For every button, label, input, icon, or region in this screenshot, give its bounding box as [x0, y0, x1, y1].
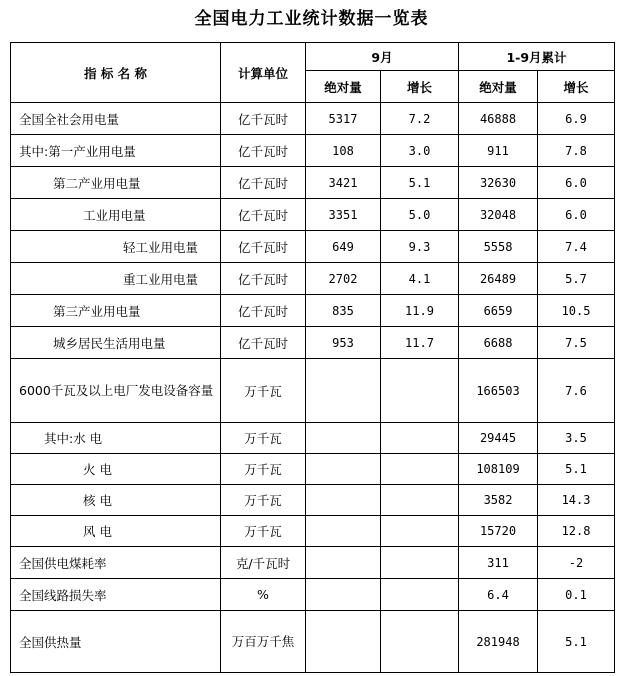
row-unit: 亿千瓦时: [221, 295, 306, 327]
table-row: [11, 485, 615, 516]
header-ytd-growth: 增长: [538, 71, 615, 103]
row-name: 其中:水 电: [11, 423, 221, 454]
row-ytd-abs: 281948: [459, 611, 538, 673]
row-sep-abs: 5317: [306, 103, 381, 135]
row-sep-growth: 3.0: [381, 135, 459, 167]
row-ytd-abs: 6.4: [459, 579, 538, 611]
row-ytd-growth: 5.1: [538, 454, 615, 485]
row-ytd-growth: 5.1: [538, 611, 615, 673]
row-name: 工业用电量: [11, 199, 221, 231]
table-row: [11, 423, 615, 454]
table-row: [11, 611, 615, 673]
row-unit: 万千瓦: [221, 485, 306, 516]
row-name: 火 电: [11, 454, 221, 485]
row-sep-abs: [306, 454, 381, 485]
row-ytd-growth: 6.9: [538, 103, 615, 135]
row-name: 全国全社会用电量: [11, 103, 221, 135]
row-sep-growth: [381, 454, 459, 485]
row-name: 全国线路损失率: [11, 579, 221, 611]
header-ytd-abs: 绝对量: [459, 71, 538, 103]
row-ytd-abs: 6688: [459, 327, 538, 359]
row-sep-abs: 2702: [306, 263, 381, 295]
row-ytd-abs: 108109: [459, 454, 538, 485]
row-sep-growth: [381, 485, 459, 516]
row-sep-growth: 11.9: [381, 295, 459, 327]
row-unit: 万千瓦: [221, 516, 306, 547]
row-sep-growth: [381, 359, 459, 423]
row-unit: 克/千瓦时: [221, 547, 306, 579]
row-ytd-growth: 7.8: [538, 135, 615, 167]
table-row: [11, 359, 615, 423]
row-ytd-abs: 166503: [459, 359, 538, 423]
row-ytd-growth: 3.5: [538, 423, 615, 454]
row-sep-abs: [306, 516, 381, 547]
row-unit: 亿千瓦时: [221, 167, 306, 199]
row-ytd-growth: 7.6: [538, 359, 615, 423]
header-unit: 计算单位: [221, 43, 306, 103]
table-row: [11, 547, 615, 579]
row-unit: 万千瓦: [221, 423, 306, 454]
row-sep-growth: 5.1: [381, 167, 459, 199]
row-name: 全国供电煤耗率: [11, 547, 221, 579]
table-row: [11, 135, 615, 167]
row-sep-growth: [381, 516, 459, 547]
row-sep-abs: [306, 485, 381, 516]
row-sep-abs: 953: [306, 327, 381, 359]
row-ytd-growth: 7.4: [538, 231, 615, 263]
row-sep-growth: [381, 423, 459, 454]
row-ytd-abs: 5558: [459, 231, 538, 263]
row-name: 第二产业用电量: [11, 167, 221, 199]
row-name: 6000千瓦及以上电厂发电设备容量: [11, 359, 221, 423]
row-ytd-growth: 10.5: [538, 295, 615, 327]
row-name: 城乡居民生活用电量: [11, 327, 221, 359]
table-row: [11, 263, 615, 295]
electricity-stats-table: [10, 42, 615, 673]
row-name: 风 电: [11, 516, 221, 547]
row-ytd-growth: 0.1: [538, 579, 615, 611]
table-row: [11, 454, 615, 485]
page-title: 全国电力工业统计数据一览表: [194, 9, 429, 29]
row-ytd-abs: 46888: [459, 103, 538, 135]
row-sep-abs: [306, 611, 381, 673]
table-row: [11, 103, 615, 135]
row-unit: 万千瓦: [221, 359, 306, 423]
table-row: [11, 327, 615, 359]
row-sep-abs: 835: [306, 295, 381, 327]
row-unit: 亿千瓦时: [221, 263, 306, 295]
row-ytd-growth: 6.0: [538, 199, 615, 231]
row-name: 核 电: [11, 485, 221, 516]
row-ytd-growth: -2: [538, 547, 615, 579]
row-ytd-growth: 5.7: [538, 263, 615, 295]
table-row: [11, 231, 615, 263]
table-row: [11, 295, 615, 327]
row-ytd-abs: 911: [459, 135, 538, 167]
row-name: 第三产业用电量: [11, 295, 221, 327]
row-sep-abs: [306, 579, 381, 611]
header-period-sep: 9月: [306, 43, 459, 71]
row-unit: 万百万千焦: [221, 611, 306, 673]
row-unit: 万千瓦: [221, 454, 306, 485]
row-name: 其中:第一产业用电量: [11, 135, 221, 167]
row-unit: 亿千瓦时: [221, 199, 306, 231]
row-name: 轻工业用电量: [11, 231, 221, 263]
header-sep-growth: 增长: [381, 71, 459, 103]
row-unit: 亿千瓦时: [221, 327, 306, 359]
header-name: 指 标 名 称: [11, 43, 221, 103]
row-ytd-abs: 6659: [459, 295, 538, 327]
table-row: [11, 167, 615, 199]
row-ytd-growth: 6.0: [538, 167, 615, 199]
header-row-1: [11, 43, 615, 71]
row-unit: 亿千瓦时: [221, 103, 306, 135]
row-sep-growth: [381, 611, 459, 673]
row-unit: 亿千瓦时: [221, 135, 306, 167]
row-unit: %: [221, 579, 306, 611]
row-sep-growth: [381, 547, 459, 579]
row-sep-growth: [381, 579, 459, 611]
row-sep-growth: 7.2: [381, 103, 459, 135]
row-ytd-growth: 12.8: [538, 516, 615, 547]
row-sep-abs: [306, 423, 381, 454]
row-sep-abs: 3421: [306, 167, 381, 199]
row-sep-growth: 11.7: [381, 327, 459, 359]
row-sep-growth: 9.3: [381, 231, 459, 263]
row-ytd-abs: 32630: [459, 167, 538, 199]
header-sep-abs: 绝对量: [306, 71, 381, 103]
row-name: 重工业用电量: [11, 263, 221, 295]
row-sep-abs: 649: [306, 231, 381, 263]
row-ytd-growth: 14.3: [538, 485, 615, 516]
row-sep-abs: 3351: [306, 199, 381, 231]
table-row: [11, 516, 615, 547]
header-period-ytd: 1-9月累计: [459, 43, 615, 71]
row-ytd-abs: 32048: [459, 199, 538, 231]
row-ytd-abs: 15720: [459, 516, 538, 547]
row-sep-abs: [306, 359, 381, 423]
row-ytd-abs: 311: [459, 547, 538, 579]
row-sep-growth: 5.0: [381, 199, 459, 231]
row-unit: 亿千瓦时: [221, 231, 306, 263]
row-sep-abs: [306, 547, 381, 579]
table-row: [11, 579, 615, 611]
table-row: [11, 199, 615, 231]
row-ytd-abs: 3582: [459, 485, 538, 516]
row-sep-growth: 4.1: [381, 263, 459, 295]
row-ytd-abs: 29445: [459, 423, 538, 454]
row-sep-abs: 108: [306, 135, 381, 167]
row-ytd-abs: 26489: [459, 263, 538, 295]
row-ytd-growth: 7.5: [538, 327, 615, 359]
row-name: 全国供热量: [11, 611, 221, 673]
